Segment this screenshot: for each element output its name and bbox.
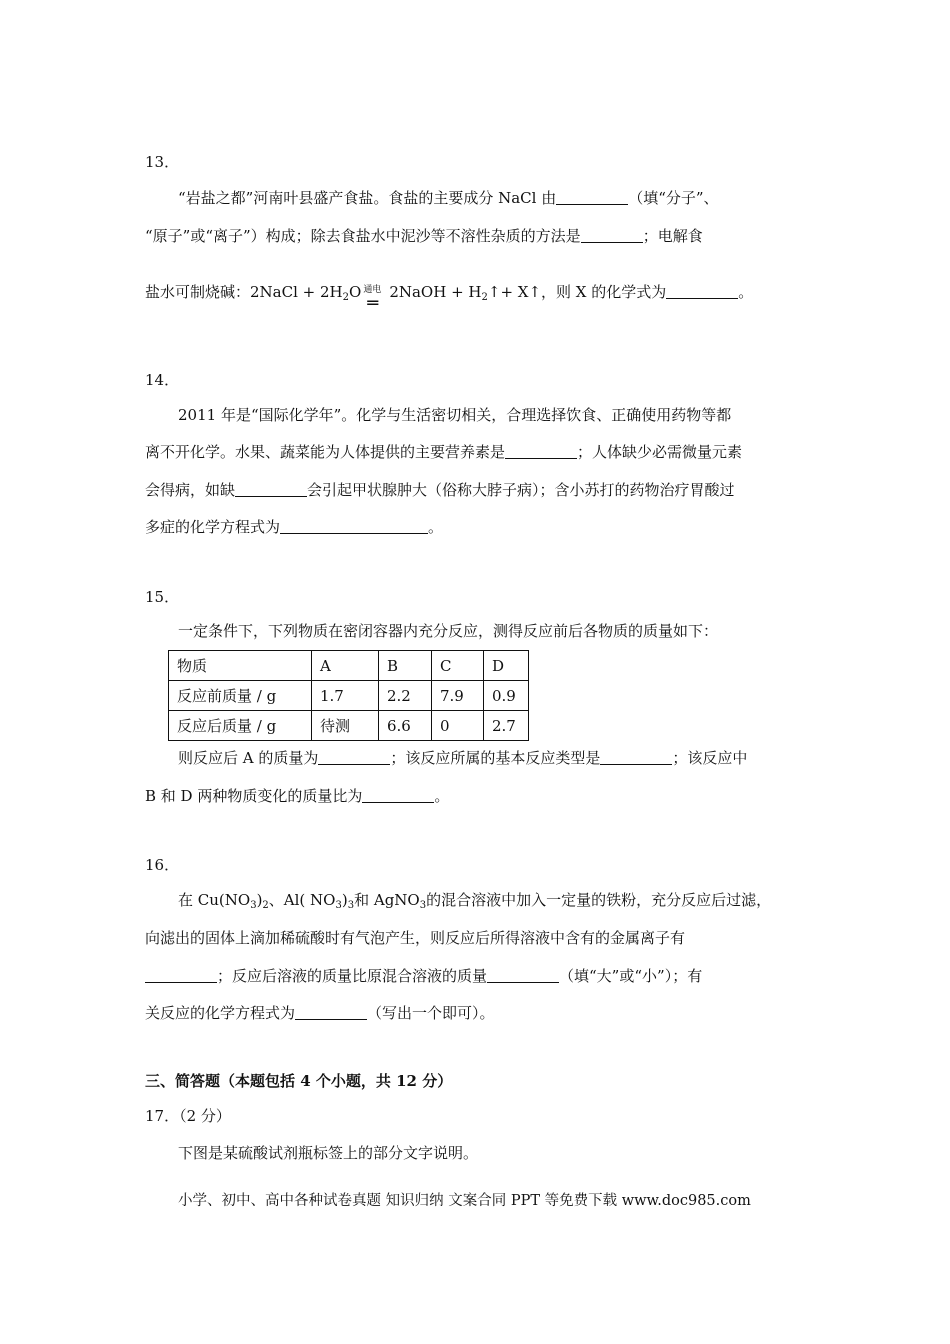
answer-blank (235, 481, 307, 497)
question-14-line-1: 2011 年是“国际化学年”。化学与生活密切相关，合理选择饮食、正确使用药物等都 (178, 406, 732, 424)
section-3-title: 三、简答题（本题包括 4 个小题，共 12 分） (145, 1072, 453, 1090)
table-cell: 2.7 (484, 711, 529, 741)
table-cell: D (484, 651, 529, 681)
table-cell: B (379, 651, 432, 681)
answer-blank (295, 1004, 367, 1020)
answer-blank (581, 227, 643, 243)
question-16-number: 16． (145, 856, 180, 874)
answer-blank (666, 283, 738, 299)
mass-table (168, 650, 529, 741)
question-15-line-2: B 和 D 两种物质变化的质量比为 。 (145, 787, 450, 805)
table-cell: C (432, 651, 484, 681)
table-cell: 0.9 (484, 681, 529, 711)
question-16-line-2: 向滤出的固体上滴加稀硫酸时有气泡产生，则反应后所得溶液中含有的金属离子有 (145, 929, 686, 947)
table-cell: 反应后质量 / g (169, 711, 312, 741)
question-16-line-4: 关反应的化学方程式为 （写出一个即可）。 (145, 1004, 495, 1022)
table-cell: 6.6 (379, 711, 432, 741)
question-15-intro: 一定条件下，下列物质在密闭容器内充分反应，测得反应前后各物质的质量如下： (178, 622, 719, 640)
question-14-number: 14． (145, 371, 180, 389)
table-cell: 待测 (312, 711, 379, 741)
answer-blank (600, 749, 672, 765)
question-14-line-3: 会得病，如缺 会引起甲状腺肿大（俗称大脖子病）；含小苏打的药物治疗胃酸过 (145, 481, 735, 499)
answer-blank (556, 189, 628, 205)
answer-blank (362, 787, 434, 803)
question-13-number: 13． (145, 153, 180, 171)
page-footer: 小学、初中、高中各种试卷真题 知识归纳 文案合同 PPT 等免费下载 www.doc985.com (178, 1193, 751, 1209)
table-row (169, 681, 529, 711)
answer-blank (145, 967, 217, 983)
question-17-number: 17．（2 分） (145, 1107, 231, 1125)
question-14-line-4: 多症的化学方程式为 。 (145, 518, 444, 536)
answer-blank (318, 749, 390, 765)
question-13-line-2: “原子”或“离子”）构成；除去食盐水中泥沙等不溶性杂质的方法是 ；电解食 (145, 227, 703, 245)
question-13-line-1: “岩盐之都”河南叶县盛产食盐。食盐的主要成分 NaCl 由 （填“分子”、 (178, 189, 719, 207)
table-row (169, 711, 529, 741)
question-15-line-1: 则反应后 A 的质量为 ；该反应所属的基本反应类型是 ；该反应中 (178, 749, 748, 767)
question-13-equation-line: 盐水可制烧碱：2NaCl + $2H_2O$ 通电 ═ 2NaOH + $H_2↑+$ X↑，则 X 的化学式为 。 (145, 283, 754, 314)
table-cell: 物质 (169, 651, 312, 681)
table-cell: 1.7 (312, 681, 379, 711)
table-header-row (169, 651, 529, 681)
table-cell: 0 (432, 711, 484, 741)
question-16-line-3: ；反应后溶液的质量比原混合溶液的质量 （填“大”或“小”）；有 (145, 966, 702, 986)
answer-blank (505, 443, 577, 459)
table-cell: 反应前质量 / g (169, 681, 312, 711)
answer-blank (487, 967, 559, 983)
electrolysis-condition: 通电 ═ (363, 285, 382, 314)
question-14-line-2: 离不开化学。水果、蔬菜能为人体提供的主要营养素是 ；人体缺少必需微量元素 (145, 443, 743, 461)
answer-blank (280, 518, 428, 534)
question-15-number: 15． (145, 588, 180, 606)
table-cell: A (312, 651, 379, 681)
table-cell: 7.9 (432, 681, 484, 711)
table-cell: 2.2 (379, 681, 432, 711)
question-17-text: 下图是某硫酸试剂瓶标签上的部分文字说明。 (178, 1144, 479, 1162)
question-16-line-1: 在 $Cu(NO_3)_2$、Al( $NO_3)_3$和 AgNO$_3$的混合溶液中加入一定量的铁粉，充分反应后过滤， (178, 891, 772, 911)
